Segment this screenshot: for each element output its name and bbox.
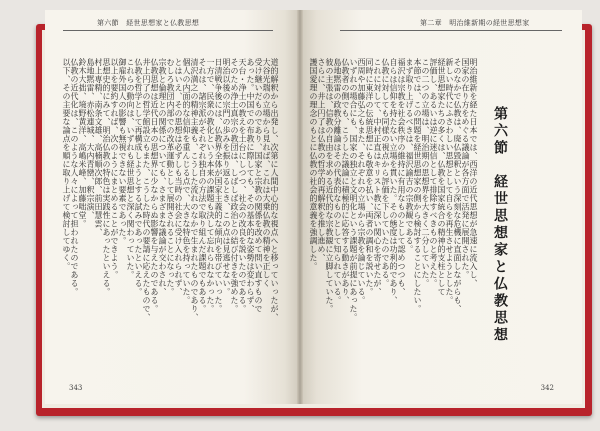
left-page <box>45 10 300 404</box>
text-column: 鈴木大拙、境野黄洋、高嶋米峰、加藤咄堂。 <box>78 58 87 228</box>
right-running-head: 第二章 明治維新期の経世思想家 <box>420 19 530 27</box>
book-gutter <box>297 10 303 404</box>
text-column: 経世思想家たちの多くは、仏教を国家統合の精神的支柱として <box>437 58 446 296</box>
text-column: 福沢は宗教を社会秩序の維持に有用なものとして認めつつも、 <box>397 58 406 296</box>
right-page <box>300 10 582 404</box>
text-column: 西周や加藤弘之もまた、それぞれの立場から宗教を論じている。 <box>357 58 366 305</box>
text-column: あった。中国での布教に際しても、その基本的な姿勢は変わらず、 <box>246 58 255 313</box>
text-column: 道的解釈から出発し、次第に人間中心的な視点へと移っていったが、 <box>270 58 279 322</box>
left-header-rule <box>63 30 273 31</box>
text-column: 仏教思想は近代日本の思想界に少なからぬ影響を与えたのである。 <box>150 58 159 313</box>
left-page-number: 343 <box>69 384 83 392</box>
text-column: 島地黙雷の政教分離論はその代表的なものとして知られている。 <box>333 58 342 305</box>
text-column: 思想史的にみて、明治仏教の特色は実践性にあったといえる。 <box>102 58 111 296</box>
text-column: 村上専精、南条文雄、高楠順次郎、前田慧雲、 <box>94 58 103 237</box>
text-column: 受け継いだものであり、国家と宗教の関係を改めて問い直すもので <box>254 58 263 313</box>
text-column: 仏教者の側でも、こうした議論に積極的に応答する動きがあり、 <box>341 58 350 305</box>
text-column: 新しい時代にふさわしい思想として自らを再生させようとした。 <box>445 58 454 305</box>
text-column: 仏教の近代化は、このような人々によって担われたのである。 <box>70 58 79 296</box>
text-column: 同時に東洋の伝統思想にも敬意を払い、両者の調和を説いた。 <box>365 58 374 296</box>
text-column: 仏教を哲学として再構成しようとする試みであったといえる。 <box>134 58 143 296</box>
section-title: 第六節 経世思想家と仏教思想 <box>492 106 508 344</box>
text-column: 護国愛理の理念のもとに仏教の社会的意義を強調した。 <box>309 58 318 271</box>
text-column: 日清戦争後には、仏教界全体が国家主義的な傾向を帯びていった。 <box>214 58 223 313</box>
right-page-number: 342 <box>540 384 554 392</box>
text-column: そのなかで仏教は、廃仏毀釈という深刻な危機に直面しながらも、 <box>453 58 462 313</box>
text-column: この二つの立場は、明治期の思想界を大きく二分していた。 <box>421 58 430 288</box>
left-running-head: 第六節 経世思想家と仏教思想 <box>97 19 200 27</box>
right-header-rule <box>340 30 562 31</box>
text-column: 大谷光瑞の立場から見れば、これは大乗仏教の精神を正しく <box>262 58 271 288</box>
text-column: そのため浄土真宗の教団は、しばしば政治との結び付きを強めた。 <box>230 58 239 313</box>
text-column: 個人の内面的な信仰を重んじる点で、大きな特色を持っていた。 <box>182 58 191 305</box>
text-column: 天台・浄土の教えを土台にしつつ、社会の改良を説いたのである。 <box>238 58 247 313</box>
text-column: 清沢満之の精神主義も、こうした流れのなかで生まれたものであり、 <box>190 58 199 322</box>
text-column: これらの動向は、いずれも経世思想と深く関わっていた。 <box>126 58 135 279</box>
text-column: 本節では、この問題を経世思想家の側から検討することにしたい。 <box>413 58 422 313</box>
text-column: むしろ教団内部での改革運動として展開されることになった。 <box>166 58 175 296</box>
text-column: 一方で、民衆の教化という本来の課題も決して忘れられなかった。 <box>206 58 215 313</box>
text-column: 以下、その主要な論点を順に取り上げて検討してゆく。 <box>62 58 71 271</box>
text-column: さらに、井上円了は仏教の哲学的再解釈を推し進め、 <box>317 58 326 262</box>
text-column: それは、諸宗派がそれぞれ独自の方法で取り組んだ課題でもある。 <box>198 58 207 313</box>
text-column: まず取り上げるべきは、福沢諭吉の宗教観である。 <box>405 58 414 254</box>
text-column: 彼の主張は、信教の自由を求める近代的な宗教観に立脚していた。 <box>325 58 334 313</box>
text-column: 御雇外国人の影響も無視できない要素であった。 <box>118 58 127 245</box>
text-column: 仏教に対しても同様の視点から評価を下していたのである。 <box>381 58 390 288</box>
text-column: 自らは信仰を持たない立場を貫いた。その態度は功利的であり、 <box>389 58 398 305</box>
text-column: いずれの場合にも、国家の独立と文明化という課題が前提にあった。 <box>349 58 358 322</box>
text-column: これに対して、中村正直はキリスト教に深い関心を寄せたが、 <box>373 58 382 296</box>
text-column: 島地黙雷、赤松連城、大内青巒、釈宗演、 <box>86 58 95 220</box>
text-column: 明治以後の宗門の歩みを振り返るとき、この点は見逃せない。 <box>222 58 231 296</box>
text-column: 宗教と倫理との関係についても、さまざまな議論が交わされ、 <box>158 58 167 296</box>
text-column: 評価し、あるいは逆に迷信として排除すべきものと考えた。 <box>429 58 438 288</box>
text-column: 国家の在り方をめぐる議論が各方面で活発に展開された。 <box>461 58 470 279</box>
text-column: 井上円了の哲学館設立もまた、こうした時代の要請に応えたもので、 <box>142 58 151 322</box>
text-column: とはいえ、その思想は必ずしも当時の社会に受け入れられず、 <box>174 58 183 296</box>
text-column: 以上を要約すれば、次のようにまとめることができよう。 <box>110 58 119 279</box>
text-column: 明治維新を経た日本では、西洋の近代思想が急速に流入し、 <box>469 58 478 288</box>
